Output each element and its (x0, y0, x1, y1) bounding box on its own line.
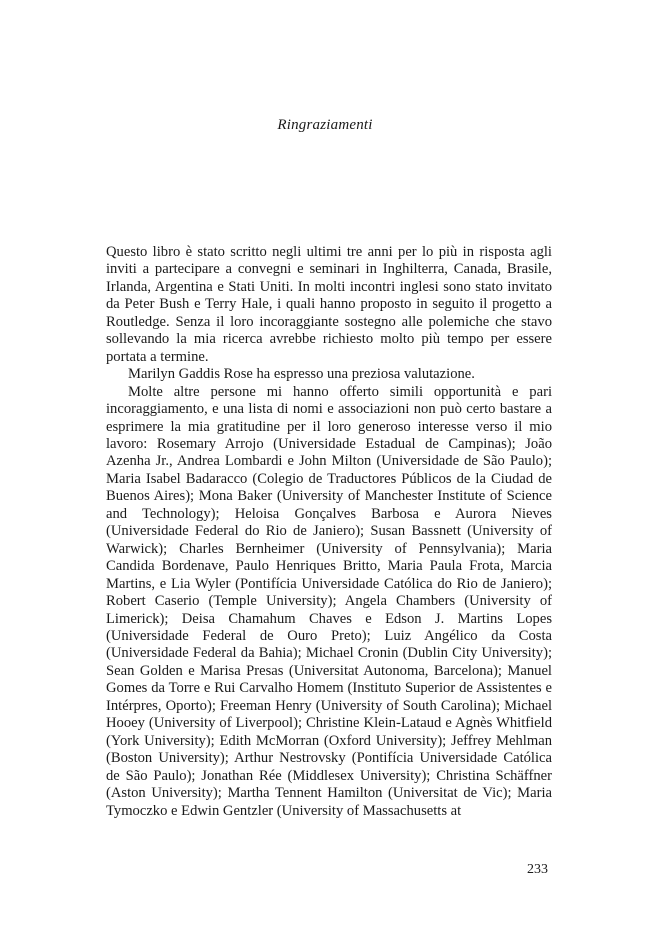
paragraph-3: Molte altre persone mi hanno offerto simili opportunità e pari incoraggiamento, e una lista di nomi e associazioni non può certo bastare a esprimere la mia gratitudine per il loro generoso interesse verso il mio lavoro: Rosemary Arrojo (Universidade Estadual de Campinas); João Azenha Jr., Andrea Lombardi e John Milton (Universidade de São Paulo); Maria Isabel Badaracco (Colegio de Traductores Públicos de la Ciudad de Buenos Aires); Mona Baker (University of Manchester Institute of Science and Technology); Heloisa Gonçalves Barbosa e Aurora Nieves (Universidade Federal do Rio de Janiero); Susan Bassnett (University of Warwick); Charles Bernheimer (University of Pennsylvania); Maria Candida Bordenave, Paulo Henriques Britto, Maria Paula Frota, Marcia Martins, e Lia Wyler (Pontifícia Universidade Católica do Rio de Janiero); Robert Caserio (Temple University); Angela Chambers (University of Limerick); Deisa Chamahum Chaves e Edson J. Martins Lopes (Universidade Federal de Ouro Preto); Luiz Angélico da Costa (Universidade Federal da Bahia); Michael Cronin (Dublin City University); Sean Golden e Marisa Presas (Universitat Autonoma, Barcelona); Manuel Gomes da Torre e Rui Carvalho Homem (Instituto Superior de Assistentes e Intérpres, Oporto); Freeman Henry (University of South Carolina); Michael Hooey (University of Liverpool); Christine Klein-Lataud e Agnès Whitfield (York University); Edith McMorran (Oxford University); Jeffrey Mehlman (Boston University); Arthur Nestrovsky (Pontifícia Universidade Católica de São Paulo); Jonathan Rée (Middlesex University); Christina Schäffner (Aston University); Martha Tennent Hamilton (Universitat de Vic); Maria Tymoczko e Edwin Gentzler (University of Massachusetts at (106, 383, 552, 819)
chapter-title: Ringraziamenti (277, 117, 373, 133)
body-text (106, 244, 552, 820)
page-number: 233 (527, 862, 548, 877)
paragraph-2: Marilyn Gaddis Rose ha espresso una preziosa valutazione. (128, 366, 475, 383)
paragraph-1: Questo libro è stato scritto negli ultimi tre anni per lo più in risposta agli inviti a partecipare a convegni e seminari in Inghilterra, Canada, Brasile, Irlanda, Argentina e Stati Uniti. In molti incontri inglesi sono stato invitato da Peter Bush e Terry Hale, i quali hanno proposto in seguito il progetto a Routledge. Senza il loro incoraggiante sostegno alle polemiche che stavo sollevando la mia ricerca avrebbe richiesto molto più tempo per essere portata a termine. (106, 244, 552, 365)
